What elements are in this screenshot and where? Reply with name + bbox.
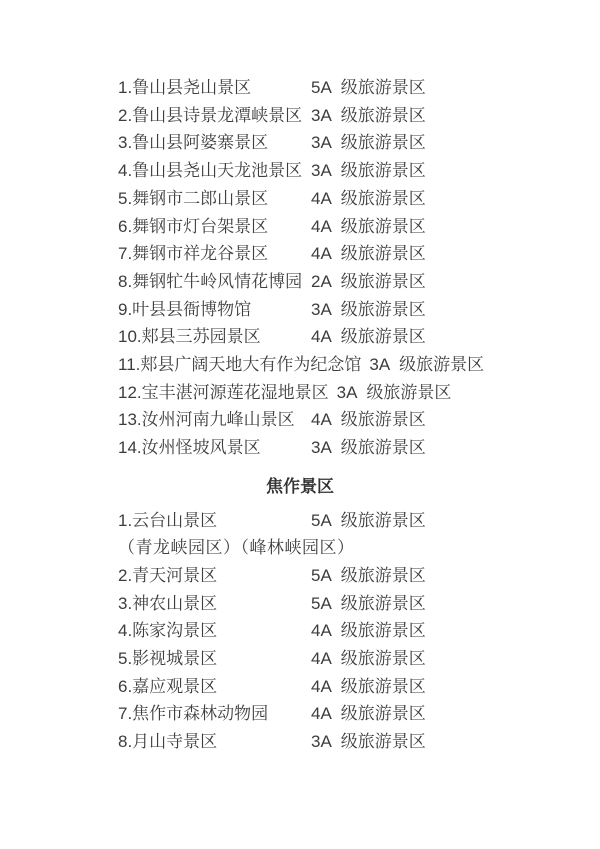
rating-suffix: 级旅游景区 [340, 593, 426, 613]
scenic-area-row [0, 240, 600, 268]
section-rows [0, 507, 600, 756]
rating-grade: 4A [311, 410, 332, 430]
scenic-area-name: 3.鲁山县阿婆寨景区 [118, 133, 269, 153]
rating-grade: 4A [311, 327, 332, 347]
scenic-section [0, 473, 600, 756]
rating-grade: 3A [311, 438, 332, 458]
rating-suffix: 级旅游景区 [340, 438, 426, 458]
rating-grade: 3A [369, 355, 391, 375]
scenic-area-row [0, 157, 600, 185]
scenic-area-name: 7.舞钢市祥龙谷景区 [118, 244, 269, 264]
scenic-area-row [0, 129, 600, 157]
section-title: 焦作景区 [266, 476, 334, 496]
scenic-area-name: 1.云台山景区 [118, 510, 218, 530]
rating-suffix: 级旅游景区 [340, 216, 426, 236]
rating-suffix: 级旅游景区 [340, 161, 426, 181]
rating-grade: 5A [311, 593, 332, 613]
scenic-area-row [0, 213, 600, 241]
rating-grade: 2A [311, 271, 332, 291]
scenic-area-row [0, 102, 600, 130]
scenic-area-name: 4.陈家沟景区 [118, 621, 218, 641]
rating-grade: 3A [311, 299, 332, 319]
rating-suffix: 级旅游景区 [340, 676, 426, 696]
rating-grade: 4A [311, 216, 332, 236]
rating-suffix: 级旅游景区 [366, 382, 452, 402]
rating-grade: 4A [311, 188, 332, 208]
rating-grade: 4A [311, 244, 332, 264]
scenic-area-row [0, 728, 600, 756]
scenic-area-row [0, 268, 600, 296]
sub-area-note: （青龙峡园区）（峰林峡园区） [118, 538, 355, 558]
scenic-area-row [0, 507, 600, 535]
rating-suffix: 级旅游景区 [340, 105, 426, 125]
scenic-area-row [0, 323, 600, 351]
scenic-area-name: 9.叶县县衙博物馆 [118, 299, 252, 319]
rating-suffix: 级旅游景区 [340, 732, 426, 752]
rating-grade: 3A [311, 732, 332, 752]
scenic-area-name: 14.汝州怪坡风景区 [118, 438, 261, 458]
scenic-area-row [0, 590, 600, 618]
scenic-area-name: 7.焦作市森林动物园 [118, 704, 269, 724]
rating-suffix: 级旅游景区 [340, 133, 426, 153]
scenic-area-name: 12.宝丰湛河源莲花湿地景区 [118, 382, 329, 402]
scenic-area-row [0, 379, 600, 407]
rating-suffix: 级旅游景区 [340, 299, 426, 319]
scenic-area-row [0, 645, 600, 673]
rating-suffix: 级旅游景区 [340, 565, 426, 585]
scenic-area-name: 5.影视城景区 [118, 649, 218, 669]
scenic-area-name: 1.鲁山县尧山景区 [118, 78, 252, 97]
rating-grade: 4A [311, 621, 332, 641]
scenic-area-name: 8.月山寺景区 [118, 732, 218, 752]
rating-grade: 4A [311, 704, 332, 724]
scenic-area-name: 8.舞钢牤牛岭风情花博园 [118, 271, 303, 291]
rating-grade: 3A [311, 105, 332, 125]
rating-suffix: 级旅游景区 [340, 244, 426, 264]
scenic-area-row [0, 406, 600, 434]
scenic-area-row [0, 185, 600, 213]
rating-suffix: 级旅游景区 [340, 410, 426, 430]
scenic-area-name: 13.汝州河南九峰山景区 [118, 410, 295, 430]
section-rows [0, 74, 600, 462]
scenic-section [0, 74, 600, 462]
scenic-area-row [0, 617, 600, 645]
rating-suffix: 级旅游景区 [340, 510, 426, 530]
scenic-area-name: 4.鲁山县尧山天龙池景区 [118, 161, 303, 181]
rating-suffix: 级旅游景区 [399, 355, 485, 375]
scenic-area-name: 6.舞钢市灯台架景区 [118, 216, 269, 236]
scenic-area-row [0, 562, 600, 590]
rating-grade: 5A [311, 510, 332, 530]
scenic-area-name: 2.鲁山县诗景龙潭峡景区 [118, 105, 303, 125]
rating-grade: 3A [336, 382, 358, 402]
scenic-area-name: 10.郏县三苏园景区 [118, 327, 261, 347]
rating-grade: 5A [311, 565, 332, 585]
scenic-area-row [0, 351, 600, 379]
rating-suffix: 级旅游景区 [340, 271, 426, 291]
scenic-area-row [0, 434, 600, 462]
rating-suffix: 级旅游景区 [340, 649, 426, 669]
scenic-area-row [0, 700, 600, 728]
rating-suffix: 级旅游景区 [340, 327, 426, 347]
rating-grade: 4A [311, 676, 332, 696]
rating-grade: 3A [311, 161, 332, 181]
rating-suffix: 级旅游景区 [340, 704, 426, 724]
scenic-area-name: 2.青天河景区 [118, 565, 218, 585]
scenic-area-row [0, 296, 600, 324]
scenic-area-row [0, 74, 600, 102]
scenic-area-name: 5.舞钢市二郎山景区 [118, 188, 269, 208]
scenic-area-row [0, 673, 600, 701]
scenic-area-name: 11.郏县广阔天地大有作为纪念馆 [118, 355, 362, 375]
rating-grade: 3A [311, 133, 332, 153]
rating-suffix: 级旅游景区 [340, 188, 426, 208]
scenic-area-name: 3.神农山景区 [118, 593, 218, 613]
rating-suffix: 级旅游景区 [340, 78, 426, 97]
rating-grade: 5A [311, 78, 332, 97]
scenic-area-name: 6.嘉应观景区 [118, 676, 218, 696]
rating-grade: 4A [311, 649, 332, 669]
rating-suffix: 级旅游景区 [340, 621, 426, 641]
